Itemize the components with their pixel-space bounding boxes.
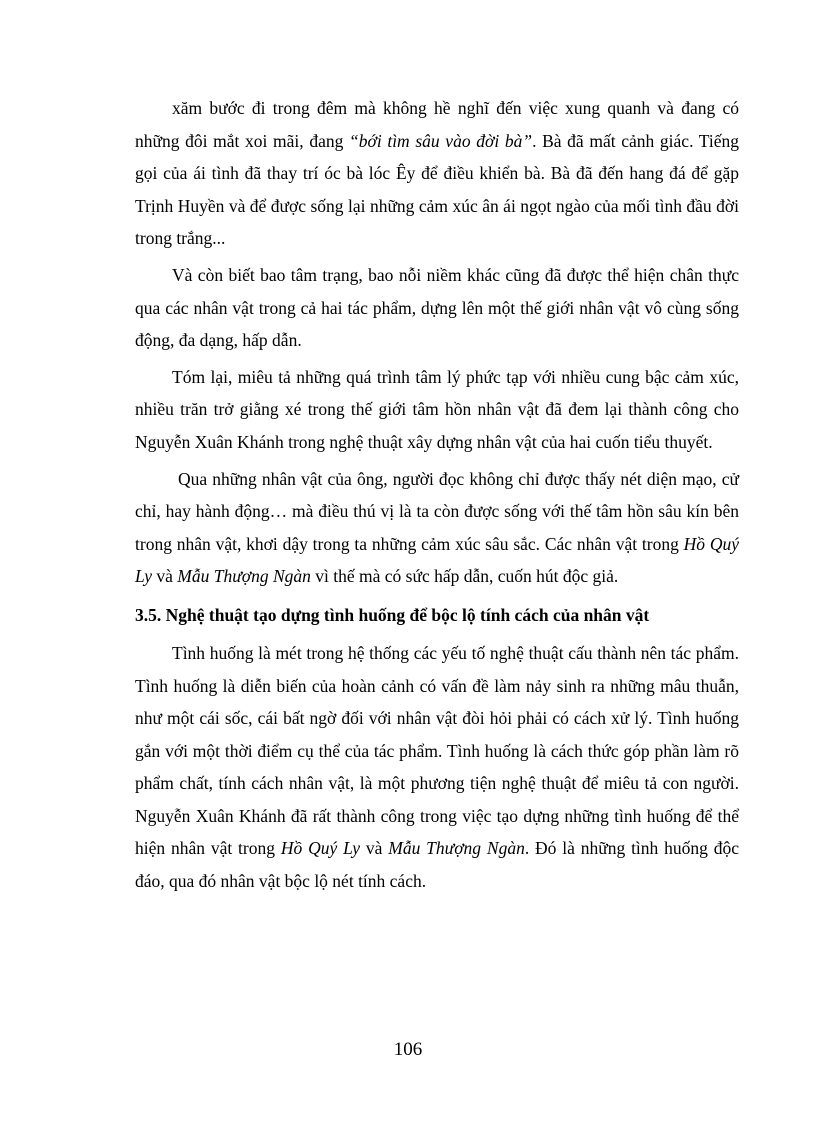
- text-run: Qua những nhân vật của ông, người đọc không chỉ được thấy nét diện mạo, cử chỉ, hay hành động… mà điều thú vị là ta còn được sống với thế tâm hồn sâu kín bên trong nhân vật, khơi dậy trong ta những cảm xúc sâu sắc. Các nhân vật trong: [135, 468, 739, 554]
- paragraph: [135, 463, 739, 593]
- text-run: . Bà đã mất cảnh giác. Tiếng gọi của ái tình đã thay trí óc bà lóc Êy để điều khiển bà. Bà đã đến hang đá để gặp Trịnh Huyền và để được sống lại những cảm xúc ân ái ngọt ngào của mối tình đầu đời trong trắng...: [135, 130, 739, 249]
- text-run: Tình huống là mét trong hệ thống các yếu tố nghệ thuật cấu thành nên tác phẩm. Tình huống là diễn biến của hoàn cảnh có vấn đề làm nảy sinh ra những mâu thuẫn, như một cái sốc, cái bất ngờ đối với nhân vật đòi hỏi phải có cách xử lý. Tình huống gắn với một thời điểm cụ thể của tác phẩm. Tình huống là cách thức góp phần làm rõ phẩm chất, tính cách nhân vật, là một phương tiện nghệ thuật để miêu tả con người. Nguyễn Xuân Khánh đã rất thành công trong việc tạo dựng những tình huống để thể hiện nhân vật trong: [135, 642, 739, 859]
- text-run: vì thế mà có sức hấp dẫn, cuốn hút độc giả.: [310, 566, 619, 587]
- text-run: và: [360, 838, 389, 859]
- section-heading: 3.5. Nghệ thuật tạo dựng tình huống để bộc lộ tính cách của nhân vật: [135, 604, 650, 625]
- paragraph: [135, 361, 739, 459]
- text-run: . Đó là những tình huống độc đáo, qua đó nhân vật bộc lộ nét tính cách.: [135, 838, 739, 892]
- page-number: 106: [393, 1039, 423, 1060]
- italic-title: Hồ Quý Ly: [280, 838, 361, 859]
- paragraph: [135, 259, 739, 357]
- italic-quote: “bới tìm sâu vào đời bà”: [349, 130, 533, 151]
- paragraph: [135, 637, 739, 898]
- italic-title: Mẫu Thượng Ngàn: [388, 838, 525, 859]
- italic-title: Hồ Quý Ly: [135, 533, 739, 587]
- page-body: [135, 92, 739, 902]
- paragraph-continued: [135, 92, 739, 255]
- italic-title: Mẫu Thượng Ngàn: [177, 566, 311, 587]
- text-run: và: [151, 566, 178, 587]
- text-run: Tóm lại, miêu tả những quá trình tâm lý phức tạp với nhiều cung bậc cảm xúc, nhiều trăn trở giằng xé trong thế giới tâm hồn nhân vật đã đem lại thành công cho Nguyễn Xuân Khánh trong nghệ thuật xây dựng nhân vật của hai cuốn tiểu thuyết.: [135, 366, 739, 452]
- text-run: xăm bước đi trong đêm mà không hề nghĩ đến việc xung quanh và đang có những đôi mắt xoi mãi, đang: [135, 98, 739, 151]
- text-run: Và còn biết bao tâm trạng, bao nỗi niềm khác cũng đã được thể hiện chân thực qua các nhân vật trong cả hai tác phẩm, dựng lên một thế giới nhân vật vô cùng sống động, đa dạng, hấp dẫn.: [135, 264, 739, 351]
